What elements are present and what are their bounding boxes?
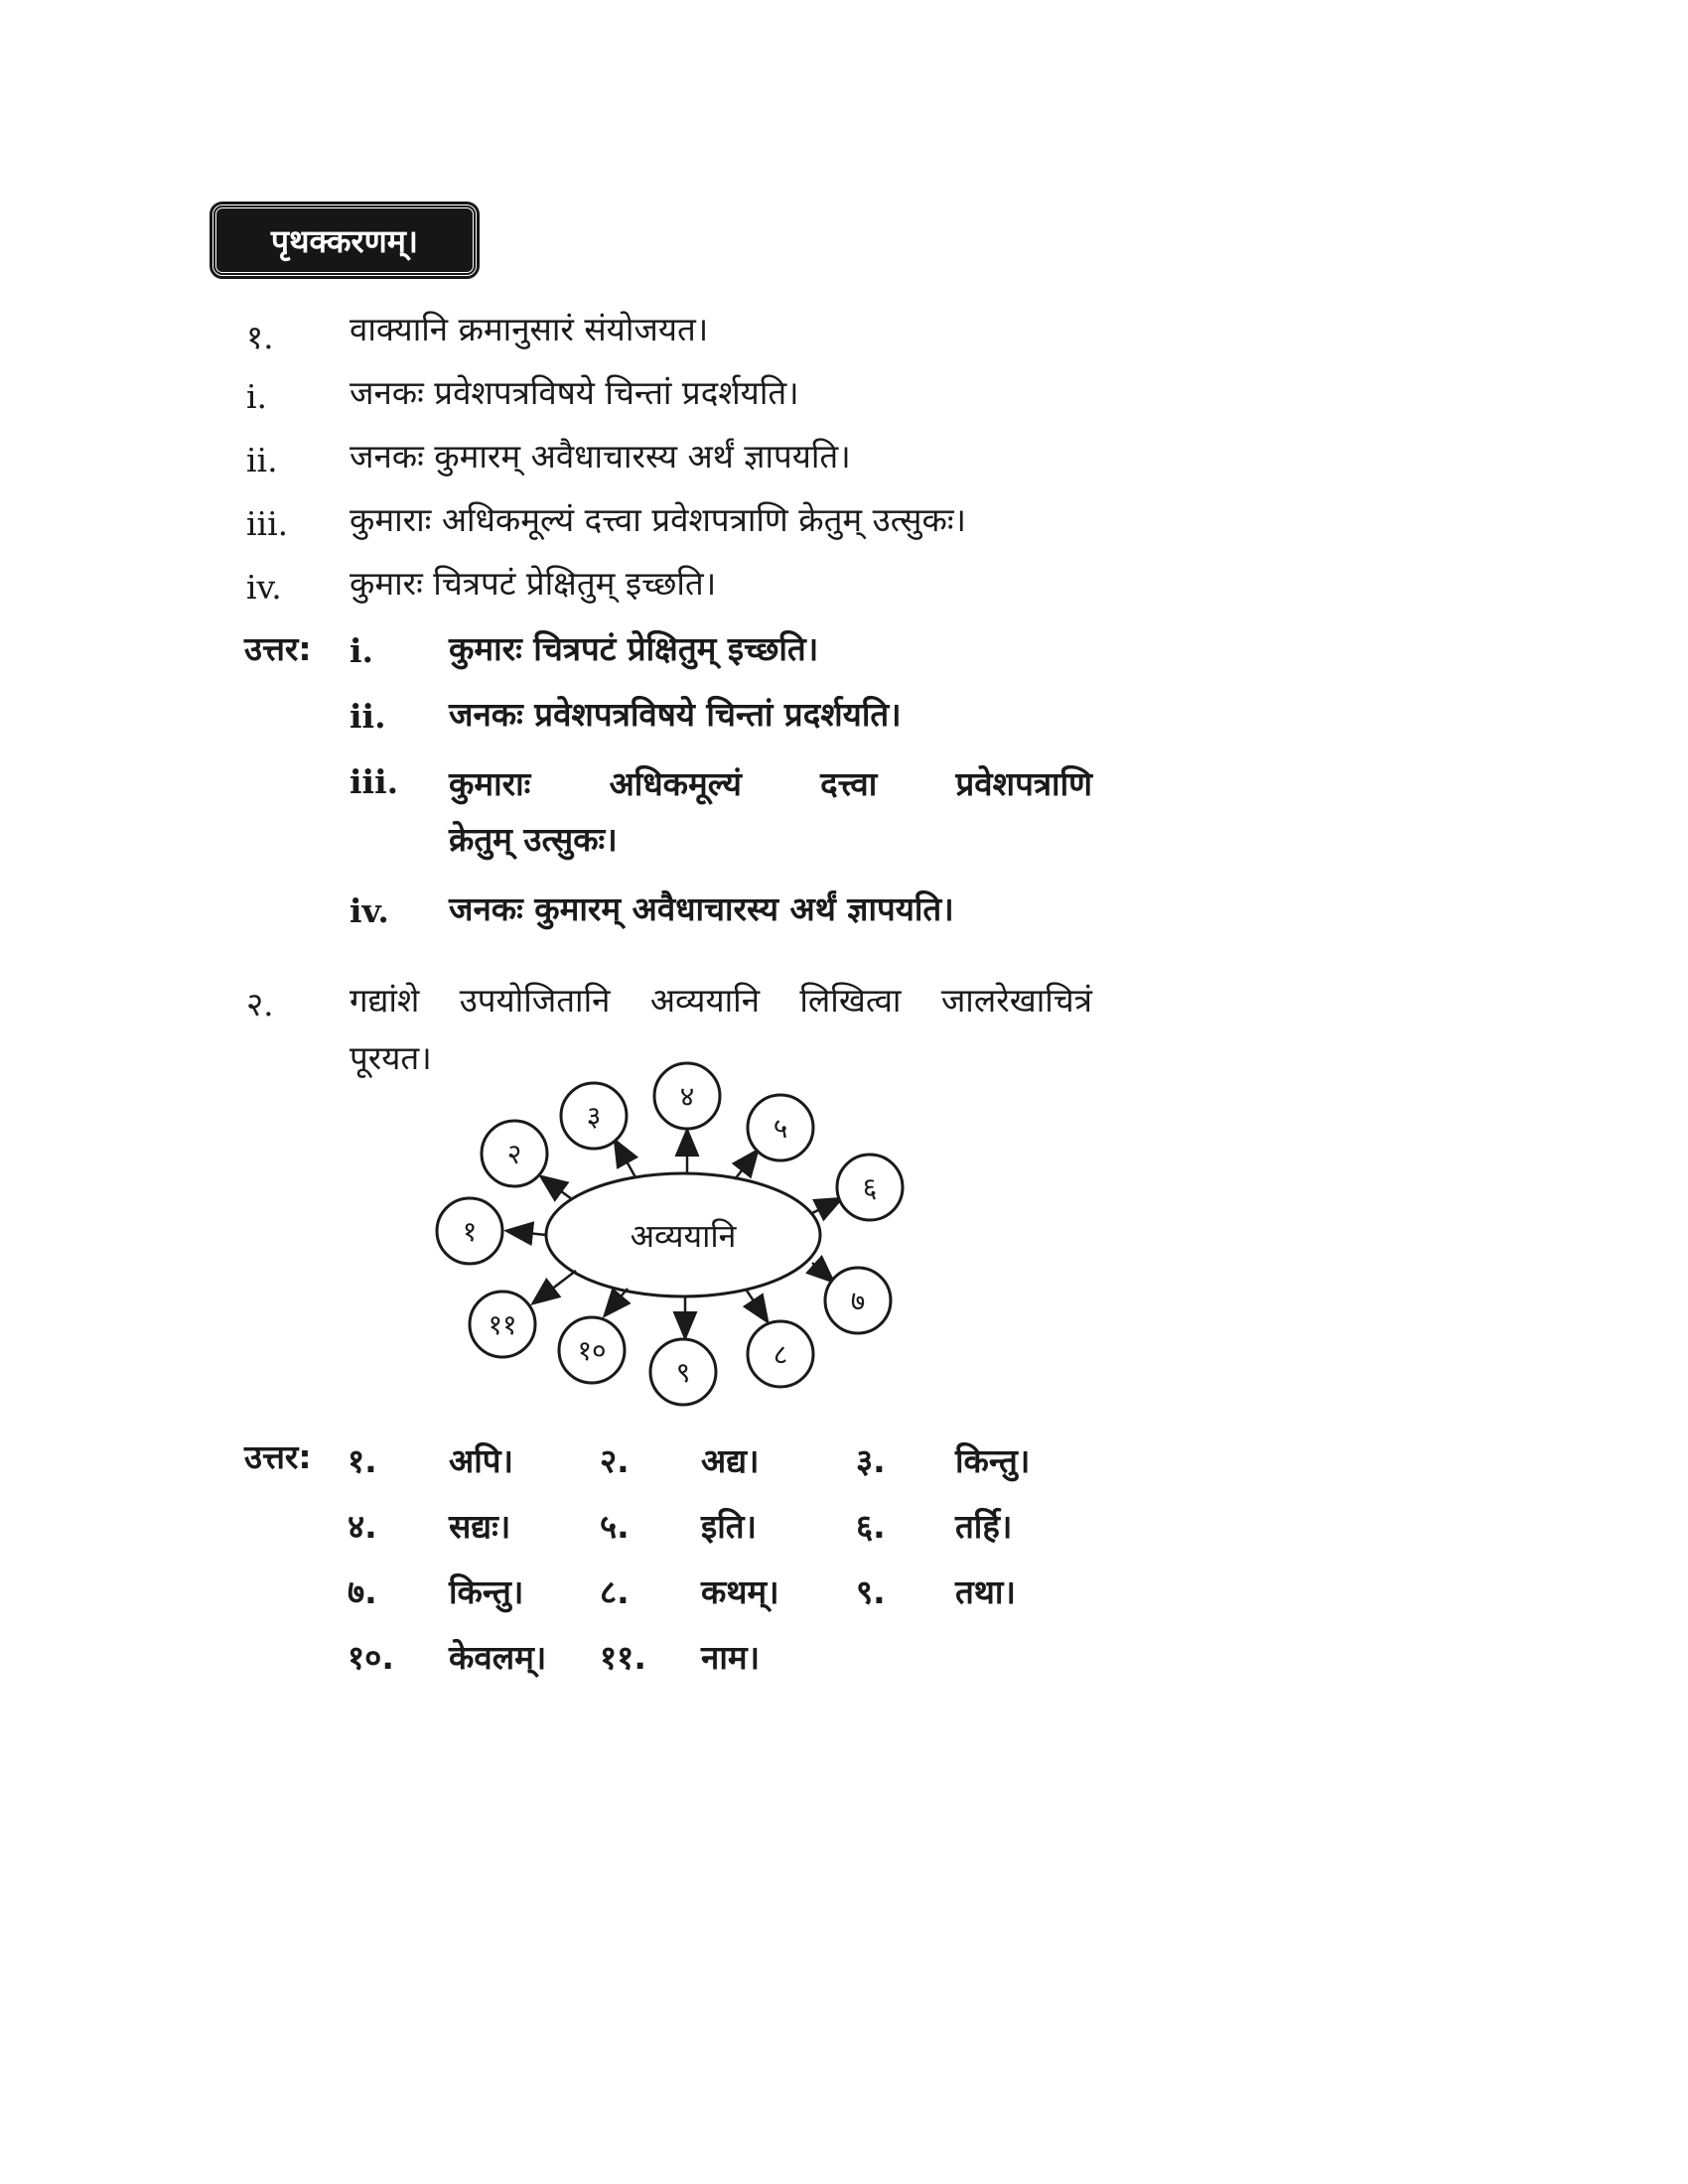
q1-answer-text: जनकः प्रवेशपत्रविषये चिन्तां प्रदर्शयति। xyxy=(449,695,902,734)
node-label-6: ६ xyxy=(862,1171,878,1204)
q1-answer-text: जनकः कुमारम् अवैधाचारस्य अर्थं ज्ञापयति। xyxy=(449,889,954,928)
instruction-word: लिखित्वा xyxy=(799,981,902,1020)
q1-answer-iii-cont: क्रेतुम् उत्सुकः। xyxy=(449,820,618,859)
instruction-word: गद्यांशे xyxy=(350,981,420,1020)
node-label-1: १ xyxy=(462,1215,478,1248)
q2-instruction-cont: पूरयत। xyxy=(350,1038,432,1077)
answer-word: तथा। xyxy=(955,1572,1016,1611)
answer-num: ५. xyxy=(600,1507,630,1546)
section-heading: पृथक्करणम्। xyxy=(212,205,477,276)
q2-answer-label: उत्तर: xyxy=(244,1437,312,1476)
q1-answer-label-iv: iv. xyxy=(350,891,389,930)
q1-answer-text: कुमारः चित्रपटं प्रेक्षितुम् इच्छति। xyxy=(449,629,819,668)
q1-answer-label-i: i. xyxy=(350,631,374,670)
answer-word: दत्त्वा xyxy=(820,764,878,803)
instruction-word: उपयोजितानि xyxy=(459,981,611,1020)
answer-word: सद्यः। xyxy=(449,1507,511,1546)
node-label-5: ५ xyxy=(773,1112,788,1145)
q1-item-text: जनकः प्रवेशपत्रविषये चिन्तां प्रदर्शयति। xyxy=(350,373,799,412)
arrow-6 xyxy=(812,1199,840,1213)
q1-item-text: कुमारः चित्रपटं प्रेक्षितुम् इच्छति। xyxy=(350,564,717,603)
q1-item-label: i. xyxy=(246,377,268,416)
q1-answer-label-iii: iii. xyxy=(350,762,399,801)
center-label: अव्ययानि xyxy=(630,1217,737,1255)
answer-word: तर्हि। xyxy=(955,1507,1013,1546)
q1-instruction: वाक्यानि क्रमानुसारं संयोजयत। xyxy=(350,310,709,348)
answer-num: ११. xyxy=(600,1638,646,1677)
arrow-3 xyxy=(616,1142,635,1177)
node-label-9: ९ xyxy=(675,1356,691,1389)
answer-num: ३. xyxy=(856,1441,886,1480)
q1-item-text: जनकः कुमारम् अवैधाचारस्य अर्थं ज्ञापयति। xyxy=(350,437,851,476)
arrow-11 xyxy=(534,1271,576,1302)
node-label-7: ७ xyxy=(850,1285,866,1317)
q1-item-label: iv. xyxy=(246,568,282,607)
q1-number: १. xyxy=(246,318,274,356)
node-label-11: ११ xyxy=(488,1308,517,1341)
arrow-1 xyxy=(508,1231,546,1235)
answer-num: ९. xyxy=(856,1572,886,1611)
answer-num: ४. xyxy=(348,1507,377,1546)
q2-number: २. xyxy=(246,985,274,1024)
answer-num: ७. xyxy=(348,1572,377,1611)
q1-answer-label-ii: ii. xyxy=(350,697,386,736)
answer-word: इति। xyxy=(701,1507,758,1546)
answer-num: १. xyxy=(348,1441,377,1480)
instruction-word: अव्ययानि xyxy=(649,981,761,1020)
answer-word: कथम्। xyxy=(701,1572,779,1611)
answer-word: अपि। xyxy=(449,1441,514,1480)
node-label-2: २ xyxy=(506,1138,522,1170)
answer-word: अधिकमूल्यं xyxy=(609,764,742,803)
q1-answer-label: उत्तर: xyxy=(244,629,312,668)
answer-num: २. xyxy=(600,1441,630,1480)
arrow-2 xyxy=(542,1177,572,1199)
arrow-10 xyxy=(606,1289,628,1314)
arrow-8 xyxy=(747,1291,767,1320)
answer-word: प्रवेशपत्राणि xyxy=(955,764,1092,803)
answer-num: १०. xyxy=(348,1638,394,1677)
node-label-8: ८ xyxy=(773,1338,788,1371)
answer-word: किन्तु। xyxy=(955,1441,1031,1480)
arrow-5 xyxy=(735,1152,757,1179)
instruction-word: जालरेखाचित्रं xyxy=(940,981,1092,1020)
q1-item-text: कुमाराः अधिकमूल्यं दत्त्वा प्रवेशपत्राणि क्रेतुम् उत्सुकः। xyxy=(350,500,967,539)
answer-word: केवलम्। xyxy=(449,1638,547,1677)
answer-num: ६. xyxy=(856,1507,886,1546)
node-label-10: १० xyxy=(577,1334,607,1367)
answer-word: कुमाराः xyxy=(449,764,531,803)
node-label-3: ३ xyxy=(586,1100,602,1133)
answer-word: नाम। xyxy=(701,1638,761,1677)
arrow-7 xyxy=(812,1263,832,1281)
answer-num: ८. xyxy=(600,1572,630,1611)
node-label-4: ४ xyxy=(679,1080,695,1113)
answer-word: किन्तु। xyxy=(449,1572,524,1611)
q1-item-label: iii. xyxy=(246,504,289,543)
answer-word: अद्य। xyxy=(701,1441,760,1480)
q1-item-label: ii. xyxy=(246,441,278,479)
